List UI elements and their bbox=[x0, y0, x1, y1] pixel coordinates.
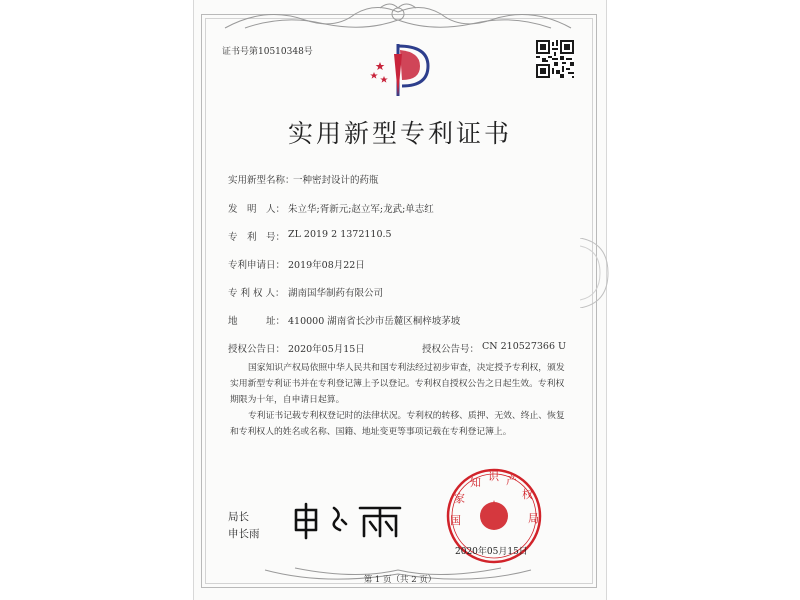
svg-text:家: 家 bbox=[454, 492, 465, 505]
side-tab-ornament bbox=[580, 238, 610, 308]
field-label-filing-date: 专利申请日： bbox=[228, 260, 286, 271]
svg-text:识: 识 bbox=[488, 470, 499, 483]
top-ornament bbox=[205, 2, 591, 32]
grant-no-value: CN 210527366 U bbox=[482, 341, 567, 352]
grant-date-label: 授权公告日： bbox=[228, 344, 286, 355]
qr-code-icon bbox=[536, 40, 574, 78]
field-label-inventors: 发 明 人： bbox=[228, 204, 286, 215]
director-label: 局长 bbox=[228, 511, 249, 523]
cnipa-logo-icon bbox=[368, 40, 440, 100]
grant-no-label: 授权公告号： bbox=[422, 344, 480, 355]
page-footer: 第 1 页（共 2 页） bbox=[363, 575, 437, 585]
field-label-address: 地 址： bbox=[228, 316, 286, 327]
certificate-title: 实用新型专利证书 bbox=[287, 119, 512, 148]
svg-text:局: 局 bbox=[528, 512, 539, 525]
certificate-paragraph-1: 国家知识产权局依照中华人民共和国专利法经过初步审查，决定授予专利权，颁发实用新型专利证书并在专利登记簿上予以登记。专利权自授权公告之日起生效。专利权期限为十年，自申请日起算。 bbox=[230, 363, 565, 405]
field-label-name: 实用新型名称： bbox=[228, 175, 295, 186]
field-label-patent-no: 专 利 号： bbox=[228, 232, 286, 243]
field-value-address: 410000 湖南省长沙市岳麓区桐梓坡茅坡 bbox=[288, 316, 461, 327]
certificate-number: 证书号第10510348号 bbox=[222, 47, 313, 57]
director-name: 申长雨 bbox=[228, 528, 260, 540]
svg-text:产: 产 bbox=[506, 474, 517, 487]
svg-text:知: 知 bbox=[470, 476, 481, 489]
field-value-patentee: 湖南国华制药有限公司 bbox=[288, 288, 384, 299]
field-label-patentee: 专 利 权 人： bbox=[228, 288, 285, 299]
seal-date: 2020年05月15日 bbox=[455, 547, 528, 557]
svg-text:权: 权 bbox=[522, 488, 533, 501]
director-signature-icon bbox=[290, 500, 410, 540]
svg-text:国: 国 bbox=[450, 514, 461, 527]
field-value-inventors: 朱立华;胥新元;赵立军;龙武;单志红 bbox=[288, 204, 434, 215]
field-value-name: 一种密封设计的药瓶 bbox=[293, 175, 379, 186]
grant-date-value: 2020年05月15日 bbox=[288, 344, 365, 355]
certificate-paragraph-2: 专利证书记载专利权登记时的法律状况。专利权的转移、质押、无效、终止、恢复和专利权人的姓名或名称、国籍、地址变更等事项记载在专利登记簿上。 bbox=[230, 411, 565, 437]
field-value-filing-date: 2019年08月22日 bbox=[288, 260, 365, 271]
field-value-patent-no: ZL 2019 2 1372110.5 bbox=[288, 229, 392, 240]
